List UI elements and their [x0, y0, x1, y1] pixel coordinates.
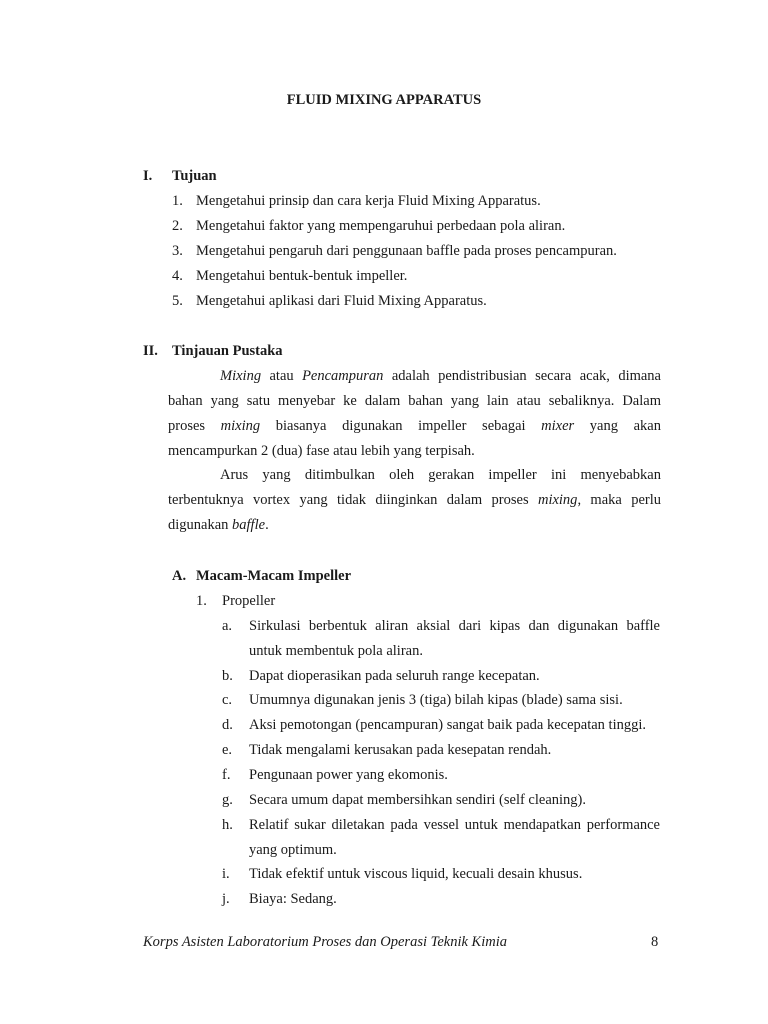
point-letter: g.	[222, 792, 233, 808]
point-text: Tidak efektif untuk viscous liquid, kecuali desain khusus.	[249, 866, 583, 882]
point-text: Secara umum dapat membersihkan sendiri (self cleaning).	[249, 792, 587, 808]
point-letter: f.	[222, 767, 231, 783]
text-span: proses	[168, 418, 221, 434]
list-item-text: Mengetahui pengaruh dari penggunaan baffle pada proses pencampuran.	[196, 243, 617, 259]
point-letter: i.	[222, 866, 230, 882]
italic-term: Mixing	[220, 368, 262, 384]
text-span: yang akan	[574, 418, 661, 434]
italic-term: mixing	[220, 418, 261, 434]
paragraph-line	[168, 517, 661, 534]
list-item-number: 3.	[172, 243, 183, 259]
point-letter: e.	[222, 742, 233, 758]
section-2-number: II.	[143, 343, 158, 359]
section-1-number: I.	[143, 168, 153, 184]
text-span: digunakan	[168, 517, 233, 533]
point-text-continued: untuk membentuk pola aliran.	[249, 643, 423, 659]
italic-term: mixer	[541, 418, 575, 434]
list-item-text: Mengetahui faktor yang mempengaruhui perbedaan pola aliran.	[196, 218, 566, 234]
paragraph-line	[220, 368, 661, 385]
text-span: , maka perlu	[577, 492, 661, 508]
list-item-number: 5.	[172, 293, 183, 309]
paragraph-line	[168, 492, 661, 509]
section-1-heading: Tujuan	[172, 168, 217, 184]
paragraph-line	[168, 418, 661, 435]
point-letter: j.	[222, 891, 230, 907]
text-span: atau	[261, 368, 303, 384]
point-text: Relatif sukar diletakan pada vessel untuk mendapatkan performance	[249, 817, 660, 833]
point-text: Aksi pemotongan (pencampuran) sangat baik pada kecepatan tinggi.	[249, 717, 647, 733]
subsection-a-letter: A.	[172, 568, 187, 584]
footer-text: Korps Asisten Laboratorium Proses dan Operasi Teknik Kimia	[143, 934, 508, 950]
point-text: Umumnya digunakan jenis 3 (tiga) bilah kipas (blade) sama sisi.	[249, 692, 623, 708]
document-title: FLUID MIXING APPARATUS	[286, 92, 482, 108]
text-span: biasanya digunakan impeller sebagai	[260, 418, 542, 434]
point-text-continued: yang optimum.	[249, 842, 337, 858]
list-item-text: Mengetahui prinsip dan cara kerja Fluid Mixing Apparatus.	[196, 193, 541, 209]
paragraph-line: bahan yang satu menyebar ke dalam bahan yang lain atau sebaliknya. Dalam	[168, 393, 661, 409]
point-text: Biaya: Sedang.	[249, 891, 337, 907]
section-2-heading: Tinjauan Pustaka	[172, 343, 283, 359]
paragraph-line: mencampurkan 2 (dua) fase atau lebih yang terpisah.	[168, 443, 475, 459]
page-number: 8	[651, 934, 659, 950]
point-letter: d.	[222, 717, 233, 733]
point-letter: b.	[222, 668, 233, 684]
point-letter: c.	[222, 692, 233, 708]
point-letter: h.	[222, 817, 233, 833]
italic-term: Pencampuran	[302, 368, 384, 384]
point-text: Sirkulasi berbentuk aliran aksial dari kipas dan digunakan baffle	[249, 618, 660, 634]
italic-term: mixing	[537, 492, 578, 508]
paragraph-line: Arus yang ditimbulkan oleh gerakan impeller ini menyebabkan	[220, 467, 661, 483]
text-span: adalah pendistribusian secara acak, dimana	[383, 368, 661, 384]
list-item-number: 2.	[172, 218, 183, 234]
point-text: Tidak mengalami kerusakan pada kesepatan rendah.	[249, 742, 552, 758]
impeller-item-number: 1.	[196, 593, 207, 609]
point-letter: a.	[222, 618, 233, 634]
italic-term: baffle	[232, 517, 266, 533]
point-text: Dapat dioperasikan pada seluruh range kecepatan.	[249, 668, 540, 684]
text-span: .	[265, 517, 269, 533]
text-span: terbentuknya vortex yang tidak diinginkan dalam proses	[168, 492, 538, 508]
list-item-number: 1.	[172, 193, 183, 209]
subsection-a-heading: Macam-Macam Impeller	[196, 568, 352, 584]
list-item-text: Mengetahui bentuk-bentuk impeller.	[196, 268, 408, 284]
impeller-item-label: Propeller	[222, 593, 276, 609]
list-item-number: 4.	[172, 268, 183, 284]
point-text: Pengunaan power yang ekomonis.	[249, 767, 448, 783]
list-item-text: Mengetahui aplikasi dari Fluid Mixing Apparatus.	[196, 293, 487, 309]
